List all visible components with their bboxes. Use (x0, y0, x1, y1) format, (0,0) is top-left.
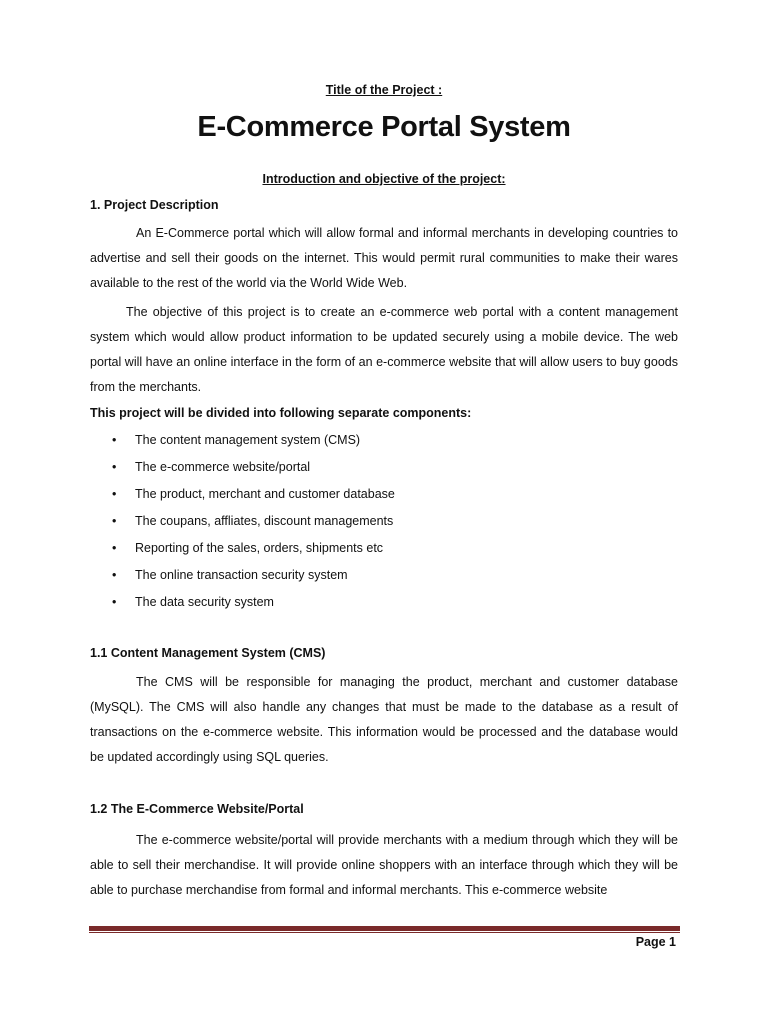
list-item-text: The coupans, affliates, discount managements (135, 514, 394, 528)
list-item-text: Reporting of the sales, orders, shipments etc (135, 541, 384, 555)
components-heading: This project will be divided into following separate components: (90, 406, 472, 420)
title-label: Title of the Project : (325, 83, 443, 97)
list-item-text: The product, merchant and customer database (135, 487, 395, 501)
footer-divider-thin (89, 932, 680, 933)
list-item-text: The content management system (CMS) (135, 433, 361, 447)
list-item-text: The data security system (135, 595, 274, 609)
list-item (90, 565, 395, 592)
section-1-paragraph-2: The objective of this project is to create an e-commerce web portal with a content management system which would allow product information to be updated securely using a mobile device. The web portal will have an online interface in the form of an e-commerce website that will allow users to buy goods from the merchants. (90, 305, 678, 394)
bullet-icon: • (112, 460, 117, 474)
list-item (90, 511, 395, 538)
list-item-text: The e-commerce website/portal (135, 460, 311, 474)
bullet-icon: • (112, 568, 117, 582)
section-1-2-paragraph: The e-commerce website/portal will provide merchants with a medium through which they will be able to sell their merchandise. It will provide online shoppers with an interface through which they will be able to purchase merchandise from formal and informal merchants. This e-commerce website (90, 833, 678, 897)
bullet-icon: • (112, 595, 117, 609)
section-1-1-heading: 1.1 Content Management System (CMS) (90, 646, 326, 660)
section-1-2-heading: 1.2 The E-Commerce Website/Portal (90, 802, 304, 816)
list-item-text: The online transaction security system (135, 568, 348, 582)
footer-divider (89, 926, 680, 931)
bullet-icon: • (112, 541, 117, 555)
bullet-icon: • (112, 514, 117, 528)
list-item (90, 457, 395, 484)
page-number: Page 1 (635, 935, 676, 949)
list-item (90, 430, 395, 457)
list-item (90, 484, 395, 511)
bullet-icon: • (112, 487, 117, 501)
components-list (90, 430, 395, 619)
intro-heading: Introduction and objective of the project: (262, 172, 506, 186)
bullet-icon: • (112, 433, 117, 447)
section-1-1-paragraph: The CMS will be responsible for managing the product, merchant and customer database (MySQL). The CMS will also handle any changes that must be made to the database as a result of transactions on the e-commerce website. This information would be processed and the database would be updated accordingly using SQL queries. (90, 675, 678, 764)
page-title: E-Commerce Portal System (197, 111, 571, 143)
list-item (90, 538, 395, 565)
section-1-paragraph-1: An E-Commerce portal which will allow formal and informal merchants in developing countries to advertise and sell their goods on the internet. This would permit rural communities to make their wares available to the rest of the world via the World Wide Web. (90, 226, 678, 290)
section-1-heading: 1. Project Description (90, 198, 219, 212)
list-item (90, 592, 395, 619)
